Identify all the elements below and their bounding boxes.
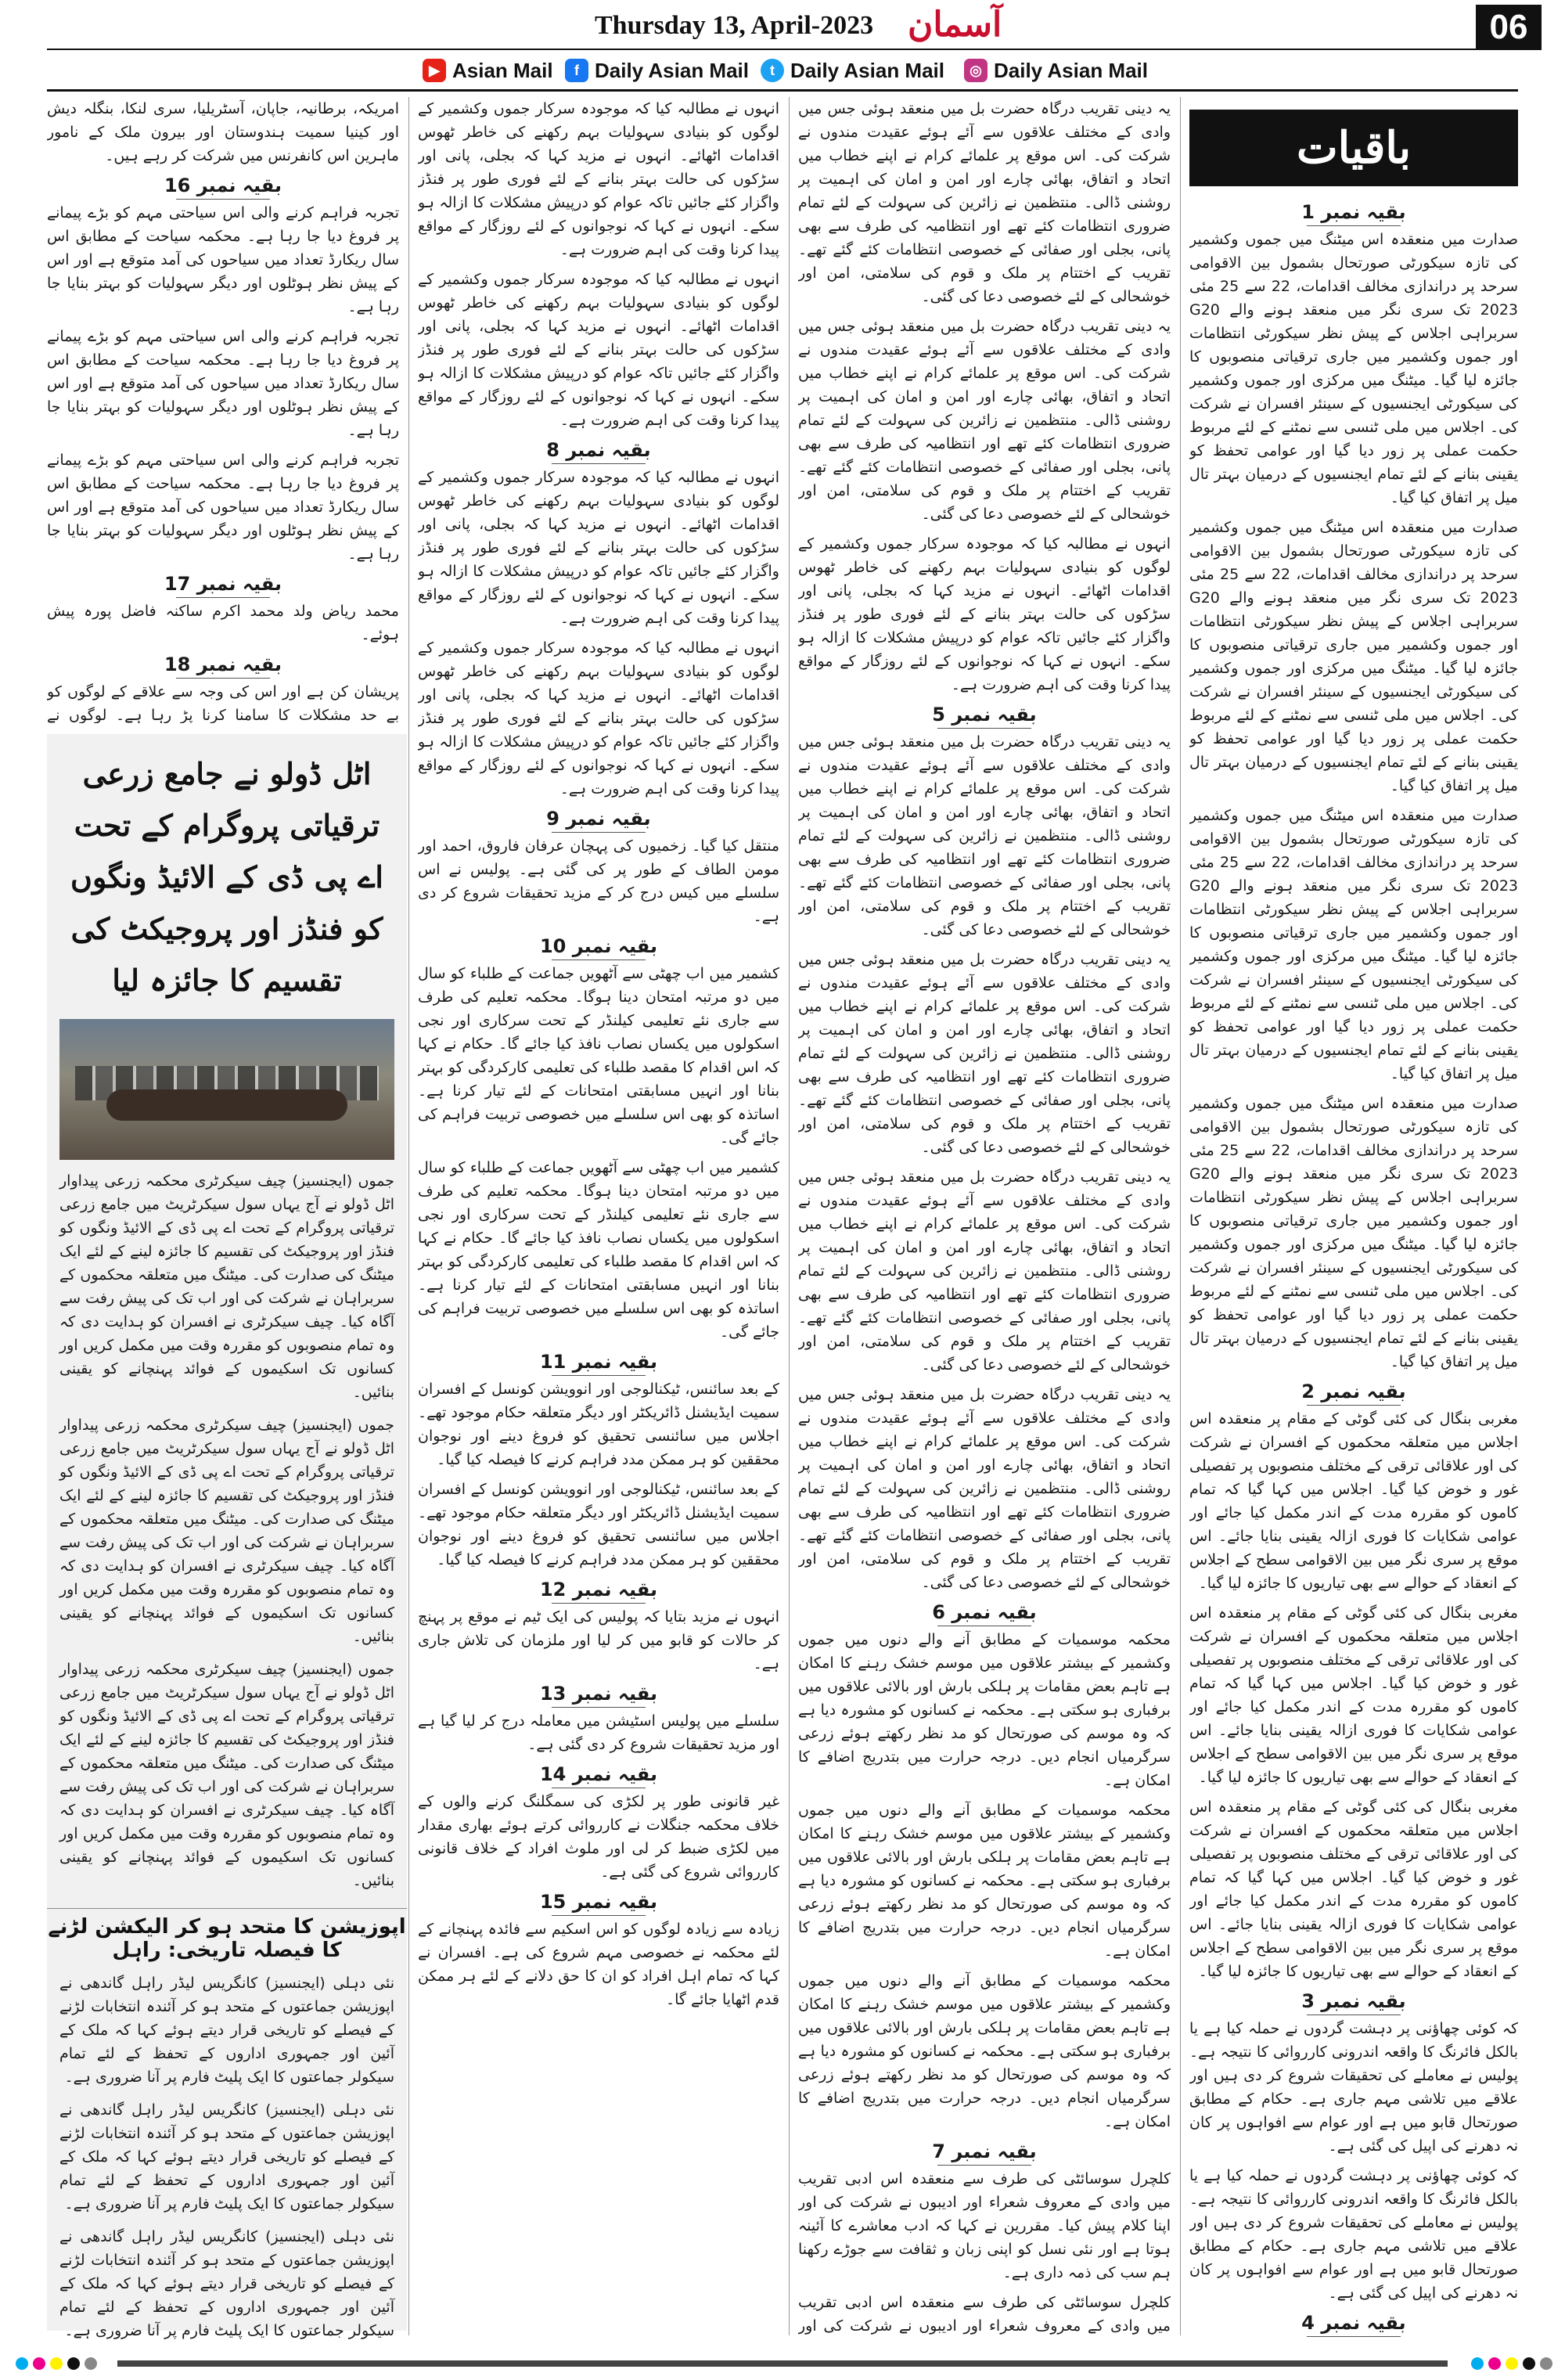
continuation-heading: بقیہ نمبر 2 [1189, 1380, 1518, 1406]
facebook-icon: f [565, 59, 588, 82]
continuation-heading: بقیہ نمبر 18 [47, 653, 399, 679]
continuation-heading: بقیہ نمبر 6 [798, 1600, 1171, 1626]
column-divider [1180, 97, 1181, 2335]
feature-body: جموں (ایجنسیز) چیف سیکرٹری محکمہ زرعی پیداوار اٹل ڈولو نے آج یہاں سول سیکرٹریٹ میں جامع زرعی ترقیاتی پروگرام کے تحت اے پی ڈی کے الائیڈ ونگوں کو فنڈز اور پروجیکٹ کی تقسیم کا جائزہ لینے کے لئے ایک میٹنگ کی صدارت کی۔ میٹنگ میں متعلقہ محکموں کے سربراہان نے شرکت کی اور اب تک کی پیش رفت سے آگاہ کیا۔ چیف سیکرٹری نے افسران کو ہدایت دی کہ وہ تمام منصوبوں کو مقررہ وقت میں مکمل کریں اور کسانوں تک اسکیموں کے فوائد پہنچانے کو یقینی بنائیں۔ [59, 1417, 394, 1645]
feature-body: جموں (ایجنسیز) چیف سیکرٹری محکمہ زرعی پیداوار اٹل ڈولو نے آج یہاں سول سیکرٹریٹ میں جامع زرعی ترقیاتی پروگرام کے تحت اے پی ڈی کے الائیڈ ونگوں کو فنڈز اور پروجیکٹ کی تقسیم کا جائزہ لینے کے لئے ایک میٹنگ کی صدارت کی۔ میٹنگ میں متعلقہ محکموں کے سربراہان نے شرکت کی اور اب تک کی پیش رفت سے آگاہ کیا۔ چیف سیکرٹری نے افسران کو ہدایت دی کہ وہ تمام منصوبوں کو مقررہ وقت میں مکمل کریں اور کسانوں تک اسکیموں کے فوائد پہنچانے کو یقینی بنائیں۔ [59, 1172, 394, 1401]
continuation-heading: بقیہ نمبر 7 [798, 2140, 1171, 2166]
continuation-heading: بقیہ نمبر 13 [418, 1682, 779, 1708]
continuation-heading: بقیہ نمبر 17 [47, 572, 399, 598]
continuation-text: مغربی بنگال کی کئی گوٹی کے مقام پر منعقدہ اس اجلاس میں متعلقہ محکموں کے افسران نے شرکت کی اور علاقائی ترقی کے مختلف منصوبوں پر تفصیلی غور و خوض کیا گیا۔ اجلاس میں کہا گیا کہ تمام کاموں کو مقررہ مدت کے اندر مکمل کیا جائے اور عوامی شکایات کا فوری ازالہ یقینی بنایا جائے۔ اس موقع پر سری نگر میں بین الاقوامی سطح کے اجلاس کے انعقاد کے حوالے سے بھی تیاریوں کا جائزہ لیا گیا۔ [1189, 1410, 1518, 1592]
feature-subbody: نئی دہلی (ایجنسیز) کانگریس لیڈر راہل گاندھی نے اپوزیشن جماعتوں کے متحد ہو کر آئندہ انتخابات لڑنے کے فیصلے کو تاریخی قرار دیتے ہوئے کہا کہ ملک کے آئین اور جمہوری اداروں کے تحفظ کے لئے تمام سیکولر جماعتوں کا ایک پلیٹ فارم پر آنا ضروری ہے۔ [59, 1975, 394, 2086]
continuation-text: کے بعد سائنس، ٹیکنالوجی اور انوویشن کونسل کے افسران سمیت ایڈیشنل ڈائریکٹر اور دیگر متعلقہ حکام موجود تھے۔ اجلاس میں سائنسی تحقیق کو فروغ دینے اور نوجوان محققین کو ہر ممکن مدد فراہم کرنے کا فیصلہ کیا گیا۔ [418, 1481, 779, 1568]
masthead-bottom-rule [47, 89, 1518, 92]
continuation-text: انہوں نے مطالبہ کیا کہ موجودہ سرکار جموں وکشمیر کے لوگوں کو بنیادی سہولیات بہم رکھنے کی خاطر ٹھوس اقدامات اٹھائے۔ انہوں نے مزید کہا کہ بجلی، پانی اور سڑکوں کی حالت بہتر بنانے کے لئے فوری طور پر فنڈز واگزار کئے جائیں تاکہ عوام کو درپیش مشکلات کا ازالہ ہو سکے۔ انہوں نے کہا کہ نوجوانوں کے لئے روزگار کے مواقع پیدا کرنا وقت کی اہم ضرورت ہے۔ [798, 535, 1171, 693]
continuation-text: منتقل کیا گیا۔ زخمیوں کی پہچان عرفان فاروق، احمد اور مومن الطاف کے طور پر کی گئی ہے۔ پولیس نے اس سلسلے میں کیس درج کر کے مزید تحقیقات شروع کر دی ہے۔ [418, 837, 779, 925]
column-2 [798, 97, 1171, 2335]
continuation-heading: بقیہ نمبر 5 [798, 703, 1171, 729]
continuation-text: کہ کوئی چھاؤنی پر دہشت گردوں نے حملہ کیا ہے یا بالکل فائرنگ کا واقعہ اندرونی کارروائی کا نتیجہ ہے۔ پولیس نے معاملے کی تحقیقات شروع کر دی ہیں اور علاقے میں تلاشی مہم جاری ہے۔ حکام کے مطابق صورتحال قابو میں ہے اور عوام سے افواہوں پر کان نہ دھرنے کی اپیل کی گئی ہے۔ [1189, 2020, 1518, 2155]
continuation-text: امریکہ، برطانیہ، جاپان، آسٹریلیا، سری لنکا، بنگلہ دیش اور کینیا سمیت ہندوستان اور بیرون ملک کے نامور ماہرین اس کانفرنس میں شرکت کر رہے ہیں۔ [47, 100, 399, 164]
continuation-text: کلچرل سوسائٹی کی طرف سے منعقدہ اس ادبی تقریب میں وادی کے معروف شعراء اور ادیبوں نے شرکت کی اور اپنا کلام پیش کیا۔ مقررین نے کہا کہ ادب معاشرے کا آئینہ ہوتا ہے اور نئی نسل کو اپنی زبان و ثقافت سے جوڑے رکھنا ہم سب کی ذمہ داری ہے۔ [798, 2170, 1171, 2281]
feature-subheadline: اپوزیشن کا متحد ہو کر الیکشن لڑنے کا فیصلہ تاریخی: راہل [47, 1908, 407, 1962]
color-registration-left [16, 2357, 97, 2370]
column-divider [789, 97, 790, 2335]
continuation-heading: بقیہ نمبر 12 [418, 1578, 779, 1604]
feature-headline: اٹل ڈولو نے جامع زرعی ترقیاتی پروگرام کے تحت اے پی ڈی کے الائیڈ ونگوں کو فنڈز اور پروجیکٹ کی تقسیم کا جائزہ لیا [70, 756, 383, 998]
continuation-text: انہوں نے مطالبہ کیا کہ موجودہ سرکار جموں وکشمیر کے لوگوں کو بنیادی سہولیات بہم رکھنے کی خاطر ٹھوس اقدامات اٹھائے۔ انہوں نے مزید کہا کہ بجلی، پانی اور سڑکوں کی حالت بہتر بنانے کے لئے فوری طور پر فنڈز واگزار کئے جائیں تاکہ عوام کو درپیش مشکلات کا ازالہ ہو سکے۔ انہوں نے کہا کہ نوجوانوں کے لئے روزگار کے مواقع پیدا کرنا وقت کی اہم ضرورت ہے۔ [418, 469, 779, 627]
continuation-text: یہ دینی تقریب درگاہ حضرت بل میں منعقد ہوئی جس میں وادی کے مختلف علاقوں سے آئے ہوئے عقیدت مندوں نے شرکت کی۔ اس موقع پر علمائے کرام نے اپنے خطاب میں اتحاد و اتفاق، بھائی چارے اور امن و امان کی اہمیت پر روشنی ڈالی۔ منتظمین نے زائرین کی سہولت کے لئے تمام ضروری انتظامات کئے تھے اور انتظامیہ کی طرف سے بھی پانی، بجلی اور صفائی کے خصوصی انتظامات کئے گئے تھے۔ تقریب کے اختتام پر ملک و قوم کی سلامتی، امن اور خوشحالی کے لئے خصوصی دعا کی گئی۔ [798, 100, 1171, 305]
continuation-heading: بقیہ نمبر 11 [418, 1350, 779, 1376]
continuation-text: کشمیر میں اب چھٹی سے آٹھویں جماعت کے طلباء کو سال میں دو مرتبہ امتحان دینا ہوگا۔ محکمہ تعلیم کی طرف سے جاری نئے تعلیمی کیلنڈر کے تحت سرکاری اور نجی اسکولوں میں یکساں نصاب نافذ کیا جائے گا۔ حکام نے کہا کہ اس اقدام کا مقصد طلباء کی تعلیمی کارکردگی کو بہتر بنانا اور انہیں مسابقتی امتحانات کے لئے تیار کرنا ہے۔ اساتذہ کو بھی اس سلسلے میں خصوصی تربیت فراہم کی جائے گی۔ [418, 1159, 779, 1341]
continuation-text: یہ دینی تقریب درگاہ حضرت بل میں منعقد ہوئی جس میں وادی کے مختلف علاقوں سے آئے ہوئے عقیدت مندوں نے شرکت کی۔ اس موقع پر علمائے کرام نے اپنے خطاب میں اتحاد و اتفاق، بھائی چارے اور امن و امان کی اہمیت پر روشنی ڈالی۔ منتظمین نے زائرین کی سہولت کے لئے تمام ضروری انتظامات کئے تھے اور انتظامیہ کی طرف سے بھی پانی، بجلی اور صفائی کے خصوصی انتظامات کئے گئے تھے۔ تقریب کے اختتام پر ملک و قوم کی سلامتی، امن اور خوشحالی کے لئے خصوصی دعا کی گئی۔ [798, 951, 1171, 1156]
continuation-text: تجربہ فراہم کرنے والی اس سیاحتی مہم کو بڑے پیمانے پر فروغ دیا جا رہا ہے۔ محکمہ سیاحت کے مطابق اس سال ریکارڈ تعداد میں سیاحوں کی آمد متوقع ہے اور اس کے پیش نظر ہوٹلوں اور دیگر سہولیات کو بہتر بنایا جا رہا ہے۔ [47, 328, 399, 439]
continuation-heading: بقیہ نمبر 14 [418, 1762, 779, 1788]
continuation-text: کشمیر میں اب چھٹی سے آٹھویں جماعت کے طلباء کو سال میں دو مرتبہ امتحان دینا ہوگا۔ محکمہ تعلیم کی طرف سے جاری نئے تعلیمی کیلنڈر کے تحت سرکاری اور نجی اسکولوں میں یکساں نصاب نافذ کیا جائے گا۔ حکام نے کہا کہ اس اقدام کا مقصد طلباء کی تعلیمی کارکردگی کو بہتر بنانا اور انہیں مسابقتی امتحانات کے لئے تیار کرنا ہے۔ اساتذہ کو بھی اس سلسلے میں خصوصی تربیت فراہم کی جائے گی۔ [418, 965, 779, 1147]
page-number: 06 [1476, 5, 1542, 50]
continuation-text: زیادہ سے زیادہ لوگوں کو اس اسکیم سے فائدہ پہنچانے کے لئے محکمہ نے خصوصی مہم شروع کی ہے۔ افسران نے کہا کہ تمام اہل افراد کو ان کا حق دلانے کے لئے ہر ممکن قدم اٹھایا جائے گا۔ [418, 1921, 779, 2008]
continuation-text: صدارت میں منعقدہ اس میٹنگ میں جموں وکشمیر کی تازہ سیکورٹی صورتحال بشمول بین الاقوامی سرحد پر دراندازی مخالف اقدامات، 22 سے 25 مئی 2023 تک سری نگر میں منعقد ہونے والے G20 سربراہی اجلاس کے پیش نظر سیکورٹی انتظامات اور جموں وکشمیر میں جاری ترقیاتی منصوبوں کا جائزہ لیا گیا۔ میٹنگ میں مرکزی اور جموں وکشمیر کی سیکورٹی ایجنسیوں کے سینئر افسران نے شرکت کی۔ اجلاس میں ملی ٹنسی سے نمٹنے کے لئے مربوط حکمت عملی پر زور دیا گیا اور عوامی تحفظ کو یقینی بنانے کے لئے تمام ایجنسیوں کے درمیان بہتر تال میل پر اتفاق کیا گیا۔ [1189, 1095, 1518, 1370]
continuation-text: یہ دینی تقریب درگاہ حضرت بل میں منعقد ہوئی جس میں وادی کے مختلف علاقوں سے آئے ہوئے عقیدت مندوں نے شرکت کی۔ اس موقع پر علمائے کرام نے اپنے خطاب میں اتحاد و اتفاق، بھائی چارے اور امن و امان کی اہمیت پر روشنی ڈالی۔ منتظمین نے زائرین کی سہولت کے لئے تمام ضروری انتظامات کئے تھے اور انتظامیہ کی طرف سے بھی پانی، بجلی اور صفائی کے خصوصی انتظامات کئے گئے تھے۔ تقریب کے اختتام پر ملک و قوم کی سلامتی، امن اور خوشحالی کے لئے خصوصی دعا کی گئی۔ [798, 733, 1171, 938]
continuation-text: تجربہ فراہم کرنے والی اس سیاحتی مہم کو بڑے پیمانے پر فروغ دیا جا رہا ہے۔ محکمہ سیاحت کے مطابق اس سال ریکارڈ تعداد میں سیاحوں کی آمد متوقع ہے اور اس کے پیش نظر ہوٹلوں اور دیگر سہولیات کو بہتر بنایا جا رہا ہے۔ [47, 452, 399, 563]
column-divider [408, 97, 409, 2335]
continuation-text: مغربی بنگال کی کئی گوٹی کے مقام پر منعقدہ اس اجلاس میں متعلقہ محکموں کے افسران نے شرکت کی اور علاقائی ترقی کے مختلف منصوبوں پر تفصیلی غور و خوض کیا گیا۔ اجلاس میں کہا گیا کہ تمام کاموں کو مقررہ مدت کے اندر مکمل کیا جائے اور عوامی شکایات کا فوری ازالہ یقینی بنایا جائے۔ اس موقع پر سری نگر میں بین الاقوامی سطح کے اجلاس کے انعقاد کے حوالے سے بھی تیاریوں کا جائزہ لیا گیا۔ [1189, 1604, 1518, 1786]
continuation-text: غیر قانونی طور پر لکڑی کی سمگلنگ کرنے والوں کے خلاف محکمہ جنگلات نے کارروائی کرتے ہوئے بھاری مقدار میں لکڑی ضبط کر لی اور ملوث افراد کے خلاف قانونی کارروائی شروع کی گئی ہے۔ [418, 1793, 779, 1881]
twitter-icon: t [761, 59, 784, 82]
section-header-baqiyat: باقیات [1189, 110, 1518, 186]
continuation-text: مغربی بنگال کی کئی گوٹی کے مقام پر منعقدہ اس اجلاس میں متعلقہ محکموں کے افسران نے شرکت کی اور علاقائی ترقی کے مختلف منصوبوں پر تفصیلی غور و خوض کیا گیا۔ اجلاس میں کہا گیا کہ تمام کاموں کو مقررہ مدت کے اندر مکمل کیا جائے اور عوامی شکایات کا فوری ازالہ یقینی بنایا جائے۔ اس موقع پر سری نگر میں بین الاقوامی سطح کے اجلاس کے انعقاد کے حوالے سے بھی تیاریوں کا جائزہ لیا گیا۔ [1189, 1799, 1518, 1980]
continuation-text: صدارت میں منعقدہ اس میٹنگ میں جموں وکشمیر کی تازہ سیکورٹی صورتحال بشمول بین الاقوامی سرحد پر دراندازی مخالف اقدامات، 22 سے 25 مئی 2023 تک سری نگر میں منعقد ہونے والے G20 سربراہی اجلاس کے پیش نظر سیکورٹی انتظامات اور جموں وکشمیر میں جاری ترقیاتی منصوبوں کا جائزہ لیا گیا۔ میٹنگ میں مرکزی اور جموں وکشمیر کی سیکورٹی ایجنسیوں کے سینئر افسران نے شرکت کی۔ اجلاس میں ملی ٹنسی سے نمٹنے کے لئے مربوط حکمت عملی پر زور دیا گیا اور عوامی تحفظ کو یقینی بنانے کے لئے تمام ایجنسیوں کے درمیان بہتر تال میل پر اتفاق کیا گیا۔ [1189, 807, 1518, 1082]
continuation-text: یہ دینی تقریب درگاہ حضرت بل میں منعقد ہوئی جس میں وادی کے مختلف علاقوں سے آئے ہوئے عقیدت مندوں نے شرکت کی۔ اس موقع پر علمائے کرام نے اپنے خطاب میں اتحاد و اتفاق، بھائی چارے اور امن و امان کی اہمیت پر روشنی ڈالی۔ منتظمین نے زائرین کی سہولت کے لئے تمام ضروری انتظامات کئے تھے اور انتظامیہ کی طرف سے بھی پانی، بجلی اور صفائی کے خصوصی انتظامات کئے گئے تھے۔ تقریب کے اختتام پر ملک و قوم کی سلامتی، امن اور خوشحالی کے لئے خصوصی دعا کی گئی۔ [798, 318, 1171, 523]
feature-article [47, 734, 407, 2339]
continuation-heading: بقیہ نمبر 8 [418, 438, 779, 464]
masthead [0, 0, 1565, 92]
continuation-text: انہوں نے مطالبہ کیا کہ موجودہ سرکار جموں وکشمیر کے لوگوں کو بنیادی سہولیات بہم رکھنے کی خاطر ٹھوس اقدامات اٹھائے۔ انہوں نے مزید کہا کہ بجلی، پانی اور سڑکوں کی حالت بہتر بنانے کے لئے فوری طور پر فنڈز واگزار کئے جائیں تاکہ عوام کو درپیش مشکلات کا ازالہ ہو سکے۔ انہوں نے کہا کہ نوجوانوں کے لئے روزگار کے مواقع پیدا کرنا وقت کی اہم ضرورت ہے۔ [418, 271, 779, 429]
continuation-text: محکمہ موسمیات کے مطابق آنے والے دنوں میں جموں وکشمیر کے بیشتر علاقوں میں موسم خشک رہنے کا امکان ہے تاہم بعض مقامات پر ہلکی بارش اور بالائی علاقوں میں برفباری ہو سکتی ہے۔ محکمہ نے کسانوں کو مشورہ دیا ہے کہ وہ موسم کی صورتحال کو مد نظر رکھتے ہوئے زرعی سرگرمیاں انجام دیں۔ درجہ حرارت میں بتدریج اضافے کا امکان ہے۔ [798, 1631, 1171, 1789]
feature-body: جموں (ایجنسیز) چیف سیکرٹری محکمہ زرعی پیداوار اٹل ڈولو نے آج یہاں سول سیکرٹریٹ میں جامع زرعی ترقیاتی پروگرام کے تحت اے پی ڈی کے الائیڈ ونگوں کو فنڈز اور پروجیکٹ کی تقسیم کا جائزہ لینے کے لئے ایک میٹنگ کی صدارت کی۔ میٹنگ میں متعلقہ محکموں کے سربراہان نے شرکت کی اور اب تک کی پیش رفت سے آگاہ کیا۔ چیف سیکرٹری نے افسران کو ہدایت دی کہ وہ تمام منصوبوں کو مقررہ وقت میں مکمل کریں اور کسانوں تک اسکیموں کے فوائد پہنچانے کو یقینی بنائیں۔ [59, 1661, 394, 1889]
social-youtube[interactable]: ▶ Asian Mail [423, 56, 553, 85]
masthead-rule [47, 49, 1479, 50]
continuation-heading: بقیہ نمبر 10 [418, 934, 779, 960]
column-3 [418, 97, 779, 2335]
footer-bar [117, 2360, 1448, 2367]
continuation-text: محکمہ موسمیات کے مطابق آنے والے دنوں میں جموں وکشمیر کے بیشتر علاقوں میں موسم خشک رہنے کا امکان ہے تاہم بعض مقامات پر ہلکی بارش اور بالائی علاقوں میں برفباری ہو سکتی ہے۔ محکمہ نے کسانوں کو مشورہ دیا ہے کہ وہ موسم کی صورتحال کو مد نظر رکھتے ہوئے زرعی سرگرمیاں انجام دیں۔ درجہ حرارت میں بتدریج اضافے کا امکان ہے۔ [798, 1972, 1171, 2130]
continuation-text: کلچرل سوسائٹی کی طرف سے منعقدہ اس ادبی تقریب میں وادی کے معروف شعراء اور ادیبوں نے شرکت کی اور [798, 2294, 1171, 2335]
youtube-icon: ▶ [423, 59, 446, 82]
continuation-text: محمد ریاض ولد محمد اکرم ساکنہ فاضل پورہ پیش ہوئے۔ [47, 603, 399, 643]
continuation-text: سلسلے میں پولیس اسٹیشن میں معاملہ درج کر لیا گیا ہے اور مزید تحقیقات شروع کر دی گئی ہے۔ [418, 1712, 779, 1753]
continuation-heading: بقیہ نمبر 3 [1189, 1989, 1518, 2015]
social-twitter[interactable]: t Daily Asian Mail [761, 56, 944, 85]
newspaper-logo: آسمان [908, 5, 1002, 45]
continuation-text: انہوں نے مطالبہ کیا کہ موجودہ سرکار جموں وکشمیر کے لوگوں کو بنیادی سہولیات بہم رکھنے کی خاطر ٹھوس اقدامات اٹھائے۔ انہوں نے مزید کہا کہ بجلی، پانی اور سڑکوں کی حالت بہتر بنانے کے لئے فوری طور پر فنڈز واگزار کئے جائیں تاکہ عوام کو درپیش مشکلات کا ازالہ ہو سکے۔ انہوں نے کہا کہ نوجوانوں کے لئے روزگار کے مواقع پیدا کرنا وقت کی اہم ضرورت ہے۔ [418, 100, 779, 258]
continuation-text: محکمہ موسمیات کے مطابق آنے والے دنوں میں جموں وکشمیر کے بیشتر علاقوں میں موسم خشک رہنے کا امکان ہے تاہم بعض مقامات پر ہلکی بارش اور بالائی علاقوں میں برفباری ہو سکتی ہے۔ محکمہ نے کسانوں کو مشورہ دیا ہے کہ وہ موسم کی صورتحال کو مد نظر رکھتے ہوئے زرعی سرگرمیاں انجام دیں۔ درجہ حرارت میں بتدریج اضافے کا امکان ہے۔ [798, 1802, 1171, 1960]
social-facebook[interactable]: f Daily Asian Mail [565, 56, 749, 85]
continuation-heading: بقیہ نمبر 15 [418, 1890, 779, 1916]
continuation-text: انہوں نے مزید بتایا کہ پولیس کی ایک ٹیم نے موقع پر پہنچ کر حالات کو قابو میں کر لیا اور ملزمان کی تلاش جاری ہے۔ [418, 1608, 779, 1672]
continuation-text: یہ دینی تقریب درگاہ حضرت بل میں منعقد ہوئی جس میں وادی کے مختلف علاقوں سے آئے ہوئے عقیدت مندوں نے شرکت کی۔ اس موقع پر علمائے کرام نے اپنے خطاب میں اتحاد و اتفاق، بھائی چارے اور امن و امان کی اہمیت پر روشنی ڈالی۔ منتظمین نے زائرین کی سہولت کے لئے تمام ضروری انتظامات کئے تھے اور انتظامیہ کی طرف سے بھی پانی، بجلی اور صفائی کے خصوصی انتظامات کئے گئے تھے۔ تقریب کے اختتام پر ملک و قوم کی سلامتی، امن اور خوشحالی کے لئے خصوصی دعا کی گئی۔ [798, 1168, 1171, 1374]
continuation-text: یہ دینی تقریب درگاہ حضرت بل میں منعقد ہوئی جس میں وادی کے مختلف علاقوں سے آئے ہوئے عقیدت مندوں نے شرکت کی۔ اس موقع پر علمائے کرام نے اپنے خطاب میں اتحاد و اتفاق، بھائی چارے اور امن و امان کی اہمیت پر روشنی ڈالی۔ منتظمین نے زائرین کی سہولت کے لئے تمام ضروری انتظامات کئے تھے اور انتظامیہ کی طرف سے بھی پانی، بجلی اور صفائی کے خصوصی انتظامات کئے گئے تھے۔ تقریب کے اختتام پر ملک و قوم کی سلامتی، امن اور خوشحالی کے لئے خصوصی دعا کی گئی۔ [798, 1386, 1171, 1591]
instagram-icon: ◎ [964, 59, 988, 82]
meeting-photo [59, 1019, 394, 1160]
continuation-heading: بقیہ نمبر 4 [1189, 2311, 1518, 2337]
continuation-heading: بقیہ نمبر 16 [47, 174, 399, 200]
continuation-text: تجربہ فراہم کرنے والی اس سیاحتی مہم کو بڑے پیمانے پر فروغ دیا جا رہا ہے۔ محکمہ سیاحت کے مطابق اس سال ریکارڈ تعداد میں سیاحوں کی آمد متوقع ہے اور اس کے پیش نظر ہوٹلوں اور دیگر سہولیات کو بہتر بنایا جا رہا ہے۔ [47, 204, 399, 315]
social-instagram[interactable]: ◎ Daily Asian Mail [964, 56, 1148, 85]
continuation-heading: بقیہ نمبر 9 [418, 807, 779, 833]
feature-subbody: نئی دہلی (ایجنسیز) کانگریس لیڈر راہل گاندھی نے اپوزیشن جماعتوں کے متحد ہو کر آئندہ انتخابات لڑنے کے فیصلے کو تاریخی قرار دیتے ہوئے کہا کہ ملک کے آئین اور جمہوری اداروں کے تحفظ کے لئے تمام سیکولر جماعتوں کا ایک پلیٹ فارم پر آنا ضروری ہے۔ [59, 2101, 394, 2213]
continuation-text [1189, 2339, 1518, 2340]
column-1 [1189, 196, 1518, 2340]
continuation-text: صدارت میں منعقدہ اس میٹنگ میں جموں وکشمیر کی تازہ سیکورٹی صورتحال بشمول بین الاقوامی سرحد پر دراندازی مخالف اقدامات، 22 سے 25 مئی 2023 تک سری نگر میں منعقد ہونے والے G20 سربراہی اجلاس کے پیش نظر سیکورٹی انتظامات اور جموں وکشمیر میں جاری ترقیاتی منصوبوں کا جائزہ لیا گیا۔ میٹنگ میں مرکزی اور جموں وکشمیر کی سیکورٹی ایجنسیوں کے سینئر افسران نے شرکت کی۔ اجلاس میں ملی ٹنسی سے نمٹنے کے لئے مربوط حکمت عملی پر زور دیا گیا اور عوامی تحفظ کو یقینی بنانے کے لئے تمام ایجنسیوں کے درمیان بہتر تال میل پر اتفاق کیا گیا۔ [1189, 231, 1518, 506]
continuation-text: کے بعد سائنس، ٹیکنالوجی اور انوویشن کونسل کے افسران سمیت ایڈیشنل ڈائریکٹر اور دیگر متعلقہ حکام موجود تھے۔ اجلاس میں سائنسی تحقیق کو فروغ دینے اور نوجوان محققین کو ہر ممکن مدد فراہم کرنے کا فیصلہ کیا گیا۔ [418, 1381, 779, 1468]
continuation-text: انہوں نے مطالبہ کیا کہ موجودہ سرکار جموں وکشمیر کے لوگوں کو بنیادی سہولیات بہم رکھنے کی خاطر ٹھوس اقدامات اٹھائے۔ انہوں نے مزید کہا کہ بجلی، پانی اور سڑکوں کی حالت بہتر بنانے کے لئے فوری طور پر فنڈز واگزار کئے جائیں تاکہ عوام کو درپیش مشکلات کا ازالہ ہو سکے۔ انہوں نے کہا کہ نوجوانوں کے لئے روزگار کے مواقع پیدا کرنا وقت کی اہم ضرورت ہے۔ [418, 639, 779, 798]
color-registration-right [1471, 2357, 1552, 2370]
feature-subbody: نئی دہلی (ایجنسیز) کانگریس لیڈر راہل گاندھی نے اپوزیشن جماعتوں کے متحد ہو کر آئندہ انتخابات لڑنے کے فیصلے کو تاریخی قرار دیتے ہوئے کہا کہ ملک کے آئین اور جمہوری اداروں کے تحفظ کے لئے تمام سیکولر جماعتوں کا ایک پلیٹ فارم پر آنا ضروری ہے۔ [59, 2228, 394, 2339]
column-4 [47, 97, 399, 723]
continuation-text: کہ کوئی چھاؤنی پر دہشت گردوں نے حملہ کیا ہے یا بالکل فائرنگ کا واقعہ اندرونی کارروائی کا نتیجہ ہے۔ پولیس نے معاملے کی تحقیقات شروع کر دی ہیں اور علاقے میں تلاشی مہم جاری ہے۔ حکام کے مطابق صورتحال قابو میں ہے اور عوام سے افواہوں پر کان نہ دھرنے کی اپیل کی گئی ہے۔ [1189, 2167, 1518, 2302]
continuation-text: پریشان کن ہے اور اس کی وجہ سے علاقے کے لوگوں کو بے حد مشکلات کا سامنا کرنا پڑ رہا ہے۔ لوگوں نے [47, 683, 399, 723]
continuation-text: صدارت میں منعقدہ اس میٹنگ میں جموں وکشمیر کی تازہ سیکورٹی صورتحال بشمول بین الاقوامی سرحد پر دراندازی مخالف اقدامات، 22 سے 25 مئی 2023 تک سری نگر میں منعقد ہونے والے G20 سربراہی اجلاس کے پیش نظر سیکورٹی انتظامات اور جموں وکشمیر میں جاری ترقیاتی منصوبوں کا جائزہ لیا گیا۔ میٹنگ میں مرکزی اور جموں وکشمیر کی سیکورٹی ایجنسیوں کے سینئر افسران نے شرکت کی۔ اجلاس میں ملی ٹنسی سے نمٹنے کے لئے مربوط حکمت عملی پر زور دیا گیا اور عوامی تحفظ کو یقینی بنانے کے لئے تمام ایجنسیوں کے درمیان بہتر تال میل پر اتفاق کیا گیا۔ [1189, 519, 1518, 794]
continuation-heading: بقیہ نمبر 1 [1189, 200, 1518, 226]
issue-date: Thursday 13, April-2023 [595, 11, 874, 40]
